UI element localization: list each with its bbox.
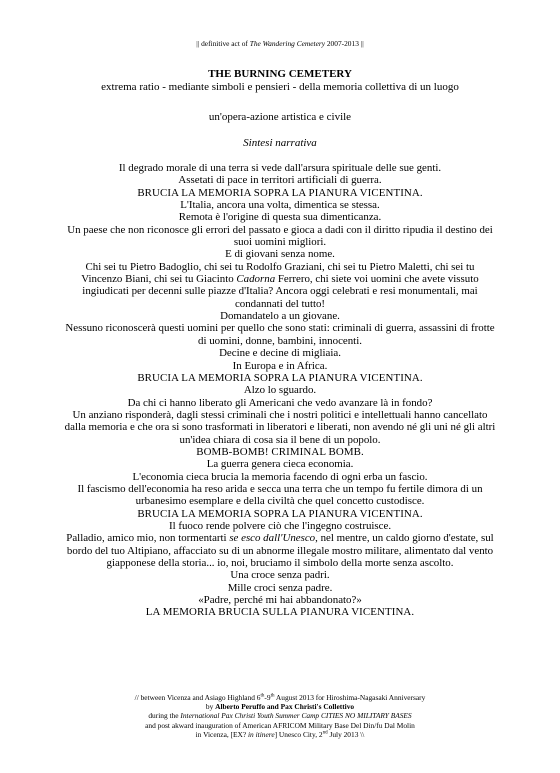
narrative-line: Il fuoco rende polvere ciò che l'ingegno costruisce. xyxy=(168,519,392,532)
refrain-line: BRUCIA LA MEMORIA SOPRA LA PIANURA VICENTINA. xyxy=(137,186,423,199)
section-label: Sintesi narrativa xyxy=(243,137,317,149)
footer-line: and post akward inauguration of American AFRICOM Military Base Del Din/fu Dal Molin xyxy=(145,720,415,730)
narrative-line xyxy=(14,273,546,285)
narrative-line: Domandatelo a un giovane. xyxy=(220,310,340,323)
footer-sup: th xyxy=(260,693,265,699)
narrative-line: Mille croci senza padre. xyxy=(227,581,333,594)
header-note xyxy=(0,39,560,48)
footer-line xyxy=(0,693,560,702)
footer-line xyxy=(0,730,560,739)
narrative-line: Alzo lo sguardo. xyxy=(243,384,317,397)
narrative-body xyxy=(14,162,546,619)
narrative-line: Il fascismo dell'economia ha reso arida e secca una terra che un tempo fu fertile dimora di un xyxy=(77,482,483,495)
refrain-line: BOMB-BOMB! CRIMINAL BOMB. xyxy=(196,445,364,458)
narrative-line: Decine e decine di migliaia. xyxy=(219,347,341,360)
line-part: Ferrero, chi siete voi uomini che avete vissuto xyxy=(275,273,479,286)
refrain-line: BRUCIA LA MEMORIA SOPRA LA PIANURA VICENTINA. xyxy=(137,507,423,520)
line-part: Vincenzo Biani, chi sei tu Giacinto xyxy=(81,273,237,286)
narrative-line: un'idea chiara di cosa sia il bene di un popolo. xyxy=(179,433,381,446)
narrative-line: dalla memoria e che ora si sono trasformati in liberatori e liberati, non avendo né gli uni né gli altri xyxy=(64,421,496,434)
footer-part: during the xyxy=(148,711,181,721)
footer-part: in Vicenza, [EX? xyxy=(195,729,248,739)
narrative-line: condannati del tutto! xyxy=(234,297,326,310)
line-italic-part: se esco dall'Unesco xyxy=(229,532,316,545)
header-note-prefix: || definitive act of xyxy=(196,39,250,48)
document-title: THE BURNING CEMETERY xyxy=(208,68,352,80)
line-italic-part: Cadorna xyxy=(236,273,276,286)
narrative-line: In Europa e in Africa. xyxy=(232,359,328,372)
narrative-line: L'Italia, ancora una volta, dimentica se stessa. xyxy=(180,199,380,212)
narrative-line: Nessuno riconoscerà questi uomini per quello che sono stati: criminali di guerra, assassini di frotte xyxy=(65,322,495,335)
narrative-line: Assetati di pace in territori artificiali di guerra. xyxy=(178,174,382,187)
narrative-line: Il degrado morale di una terra si vede dall'arsura spirituale delle sue genti. xyxy=(118,162,442,174)
footer-italic: in itinere xyxy=(248,729,275,739)
narrative-line: Un paese che non riconosce gli errori del passato e gioca a dadi con il diritto ripudia il destino dei xyxy=(67,223,493,236)
narrative-line: L'economia cieca brucia la memoria facendo di ogni erba un fascio. xyxy=(132,470,428,483)
header-note-suffix: 2007-2013 || xyxy=(325,39,364,48)
refrain-line: LA MEMORIA BRUCIA SULLA PIANURA VICENTINA. xyxy=(145,606,415,619)
narrative-line: La guerra genera cieca economia. xyxy=(206,458,354,471)
narrative-line: E di giovani senza nome. xyxy=(225,248,335,261)
narrative-line: ingiudicati per decenni sulle piazze d'Italia? Ancora oggi celebrati e resi monumentali, mai xyxy=(82,285,478,298)
footer-part: by xyxy=(205,702,216,712)
footer-sup: th xyxy=(270,693,275,699)
narrative-line: Una croce senza padri. xyxy=(230,569,330,582)
narrative-line: di uomini, donne, bambini, innocenti. xyxy=(198,334,362,347)
footer-line xyxy=(0,711,560,720)
refrain-line: BRUCIA LA MEMORIA SOPRA LA PIANURA VICENTINA. xyxy=(137,371,423,384)
narrative-line: Remota è l'origine di questa sua dimenticanza. xyxy=(178,211,382,224)
footer-part: ] Unesco City, 2 xyxy=(274,729,323,739)
narrative-line: Chi sei tu Pietro Badoglio, chi sei tu Rodolfo Graziani, chi sei tu Pietro Maletti, chi sei tu xyxy=(85,260,475,273)
narrative-line: giapponese della storia... io, noi, bruciamo il simbolo della morte senza ascolto. xyxy=(106,557,454,569)
narrative-line xyxy=(14,532,546,544)
header-note-work: The Wandering Cemetery xyxy=(249,39,326,48)
line-part: , nel mentre, un caldo giorno d'estate, sul xyxy=(315,532,494,545)
footer-part: // between Vicenza and Asiago Highland 6 xyxy=(134,693,261,702)
narrative-line: bordo del tuo Altipiano, affacciato su di un abnorme illegale mostro militare, alimentato dal vento xyxy=(66,544,494,557)
footer-part: August 2013 for Hiroshima-Nagasaki Anniversary xyxy=(274,693,426,702)
narrative-line: Un anziano risponderà, dagli stessi criminali che i nostri politici e intellettuali hanno cancellato xyxy=(72,408,488,421)
footer-line xyxy=(0,702,560,711)
footer-part: July 2013 \\ xyxy=(327,729,365,739)
line-part: Palladio, amico mio, non tormentarti xyxy=(66,532,230,545)
narrative-line: Da chi ci hanno liberato gli Americani che vedo avanzare là in fondo? xyxy=(127,396,433,409)
narrative-line: «Padre, perché mi hai abbandonato?» xyxy=(198,594,362,607)
footer-authors: Alberto Peruffo and Pax Christi's Collettivo xyxy=(215,702,355,712)
document-tagline: un'opera-azione artistica e civile xyxy=(208,111,352,123)
footer-event: International Pax Christi Youth Summer Camp CITIES NO MILITARY BASES xyxy=(180,711,412,721)
document-footer xyxy=(0,693,560,739)
narrative-line: suoi uomini migliori. xyxy=(233,236,327,249)
narrative-line: urbanesimo esemplare e della civiltà che quel concetto custodisce. xyxy=(135,495,425,508)
document-subtitle: extrema ratio - mediante simboli e pensieri - della memoria collettiva di un luogo xyxy=(101,81,459,93)
footer-sup: nd xyxy=(322,730,328,736)
footer-part: -9 xyxy=(264,693,271,702)
